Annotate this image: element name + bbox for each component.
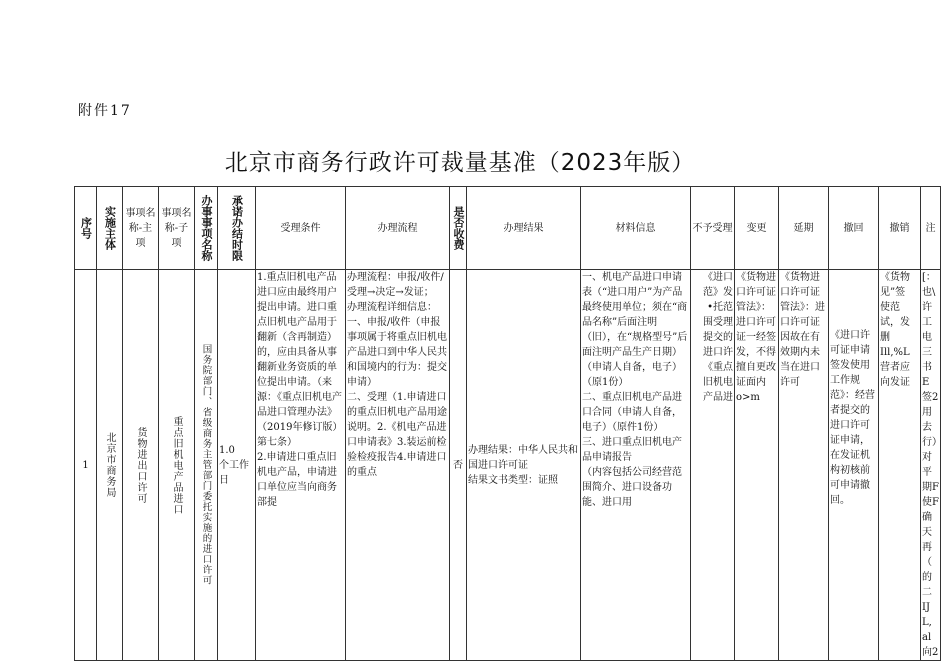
header-cancel: 撤销 [879, 187, 921, 270]
cell-item-main: 货物进出口许可 [123, 270, 159, 661]
cell-seq: 1 [75, 270, 97, 661]
header-materials: 材料信息 [581, 187, 691, 270]
cell-materials: 一、机电产品进口申请表（“进口用户”为产品最终使用单位；须在“商品名称”后面注明（旧），在“规格型号”后面注明产品生产日期）（申请人自备，电子）（原1份） 二、重点旧机电产品进口合同（申请人自备，电子）（原件1份） 三、进口重点旧机电产品申请报告 （内容包括公司经营范围简介、进口设备功能、进口用 [581, 270, 691, 661]
cell-dept: 国务院部门、省级商务主管部门委托实施的进口许可 [195, 270, 218, 661]
cell-conditions: 1.重点旧机电产品进口应由最终用户提出申请。进口重点旧机电产品用于翻新（含再制造）的，应由具备从事翻新业务资质的单位提出申请。（来源：《重点旧机电产品进口管理办法》（2019年修订版）第七条） 2.申请进口重点旧机电产品，申请进口单位应当向商务部提 [256, 270, 346, 661]
document-title: 北京市商务行政许可裁量基准（2023年版） [224, 150, 696, 176]
cell-change: 《货物进口许可证管法》：进口许可证一经签发，不得擅自更改证面内 o>m [735, 270, 779, 661]
cell-subject: 北京市商务局 [97, 270, 123, 661]
header-item-main: 事项名称-主项 [123, 187, 159, 270]
header-dept: 办事事项名称 [195, 187, 218, 270]
table-row [75, 270, 941, 661]
cell-revoke: 《进口许可证申请签发使用工作规范》：经营者提交的进口许可证申请，在发证机构初核前可申请撤回。 [829, 270, 879, 661]
header-process: 办理流程 [346, 187, 450, 270]
cell-extend: 《货物进口许可证管法》：进口许可证因故在有效期内未 当在进口许可 [779, 270, 829, 661]
header-fee: 是否收费 [450, 187, 467, 270]
cell-process: 办理流程：申报/收件/受理→决定→发证； 办理流程详细信息： 一、申报/收件（申报事项属于将重点旧机电产品进口到中华人民共和国境内的行为：提交申请） 二、受理（1.申请进口的重点旧机电产品用途说明。2.《机电产品进口申请表》3.装运前检验检疫报告4.申请进口的重点 [346, 270, 450, 661]
header-note: 注 [921, 187, 941, 270]
attachment-label: 附件17 [78, 103, 132, 119]
header-conditions: 受理条件 [256, 187, 346, 270]
header-limit: 承诺办结时限 [218, 187, 256, 270]
cell-result: 办理结果：中华人民共和国进口许可证 结果文书类型：证照 [467, 270, 581, 661]
header-item-sub: 事项名称-子项 [159, 187, 195, 270]
header-subject: 实施主体 [97, 187, 123, 270]
cell-reject: 《进口 范》发 •托范 围受理 提交的 进口许 《重点 旧机电 产品进 [691, 270, 735, 661]
header-change: 变更 [735, 187, 779, 270]
header-result: 办理结果 [467, 187, 581, 270]
header-row [75, 187, 941, 270]
cell-note: [：也\ 许工 电三 书E 签2 用去 行） 对平 期F 使F 确天 再（ 的二 IJL, al 向2 [921, 270, 941, 661]
header-reject: 不予受理 [691, 187, 735, 270]
header-seq: 序号 [75, 187, 97, 270]
standards-table [74, 186, 941, 661]
header-revoke: 撤回 [829, 187, 879, 270]
cell-cancel: 《货物 见”签 使范试，发 删 Ill,%L 营者应 向发证 [879, 270, 921, 661]
cell-item-sub: 重点旧机电产品进口 [159, 270, 195, 661]
cell-limit: 1.0 个工作日 [218, 270, 256, 661]
header-extend: 延期 [779, 187, 829, 270]
cell-fee: 否 [450, 270, 467, 661]
